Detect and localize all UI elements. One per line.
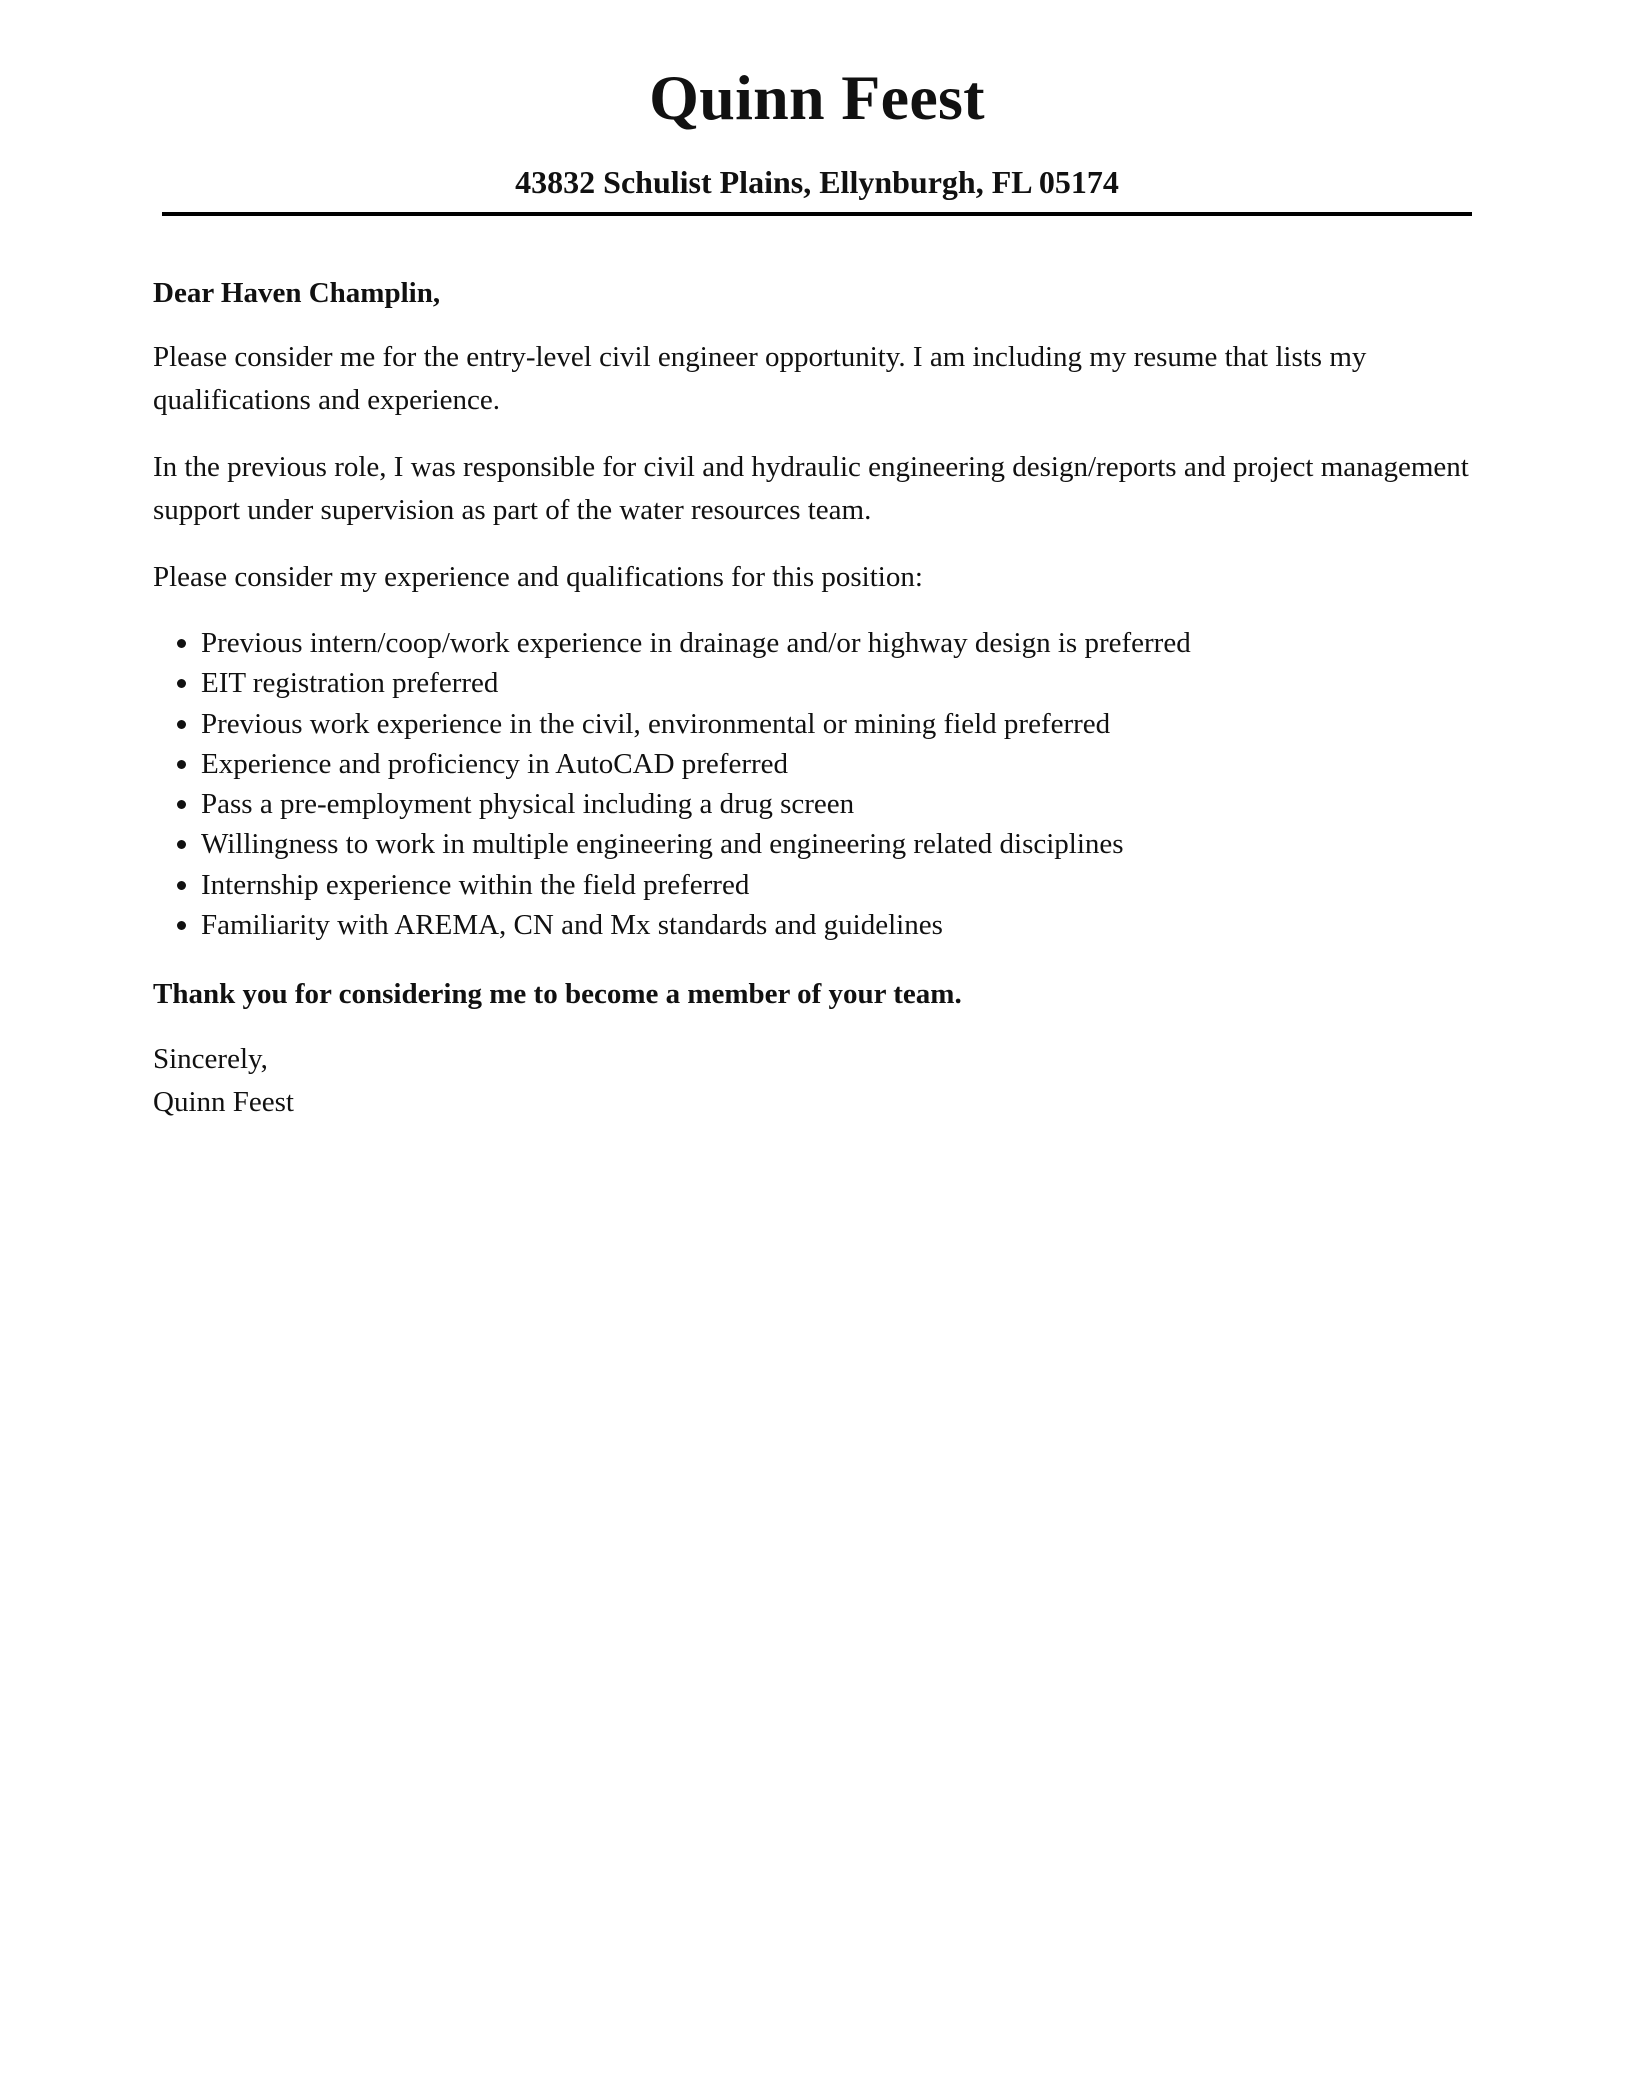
closing-statement: Thank you for considering me to become a member of your team.: [153, 978, 962, 1011]
qualifications-intro: Please consider my experience and qualifications for this position:: [153, 561, 923, 593]
list-item: [153, 905, 1473, 945]
list-item: [153, 784, 1473, 824]
intro-paragraph: Please consider me for the entry-level civil engineer opportunity. I am including my resume that lists my qualifications and experience.: [153, 341, 1367, 416]
letter-body: [153, 272, 1473, 1124]
bullet-icon: [177, 679, 186, 688]
bullet-icon: [177, 720, 186, 729]
list-item-text: Familiarity with AREMA, CN and Mx standards and guidelines: [201, 909, 943, 942]
bullet-icon: [177, 639, 186, 648]
bullet-icon: [177, 881, 186, 890]
signoff: Sincerely,: [153, 1043, 268, 1076]
bullet-icon: [177, 800, 186, 809]
list-item: [153, 744, 1473, 784]
experience-paragraph: In the previous role, I was responsible for civil and hydraulic engineering design/reports and project management support under supervision as part of the water resources team.: [153, 451, 1469, 526]
list-item: [153, 623, 1473, 663]
list-item: [153, 824, 1473, 864]
list-item-text: Previous intern/coop/work experience in drainage and/or highway design is preferred: [201, 627, 1191, 659]
header-divider: [162, 212, 1472, 216]
signature-name: Quinn Feest: [153, 1086, 294, 1119]
bullet-icon: [177, 921, 186, 930]
list-item-text: Pass a pre-employment physical including a drug screen: [201, 788, 855, 821]
list-item-text: Previous work experience in the civil, environmental or mining field preferred: [201, 707, 1111, 740]
letter-header: [162, 58, 1472, 216]
qualifications-list: [153, 623, 1473, 945]
list-item-text: Experience and proficiency in AutoCAD preferred: [201, 747, 789, 780]
list-item: [153, 663, 1473, 703]
list-item-text: Internship experience within the field preferred: [201, 868, 750, 901]
list-item-text: EIT registration preferred: [201, 667, 499, 700]
bullet-icon: [177, 840, 186, 849]
list-item: [153, 704, 1473, 744]
sender-address: 43832 Schulist Plains, Ellynburgh, FL 05174: [515, 164, 1119, 200]
bullet-icon: [177, 760, 186, 769]
list-item-text: Willingness to work in multiple engineering and engineering related disciplines: [201, 828, 1124, 861]
sender-name: Quinn Feest: [649, 62, 985, 133]
greeting: Dear Haven Champlin,: [153, 277, 441, 309]
list-item: [153, 865, 1473, 905]
